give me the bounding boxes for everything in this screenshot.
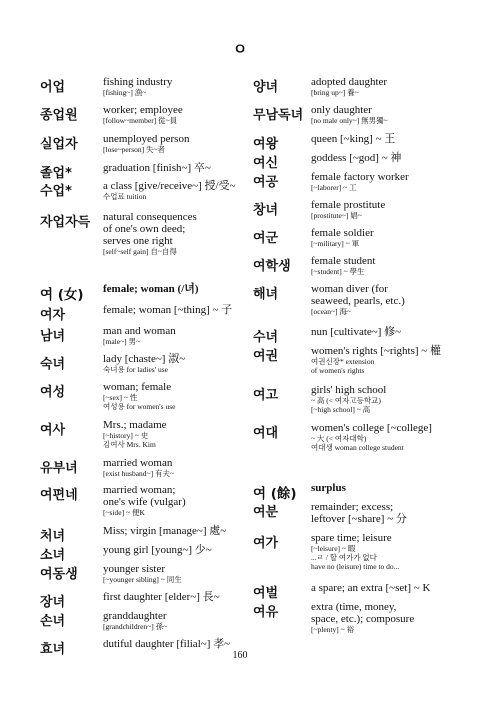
entry-gloss: married woman; one's wife (vulgar) — [103, 484, 186, 508]
entry-headword: 유부녀 — [40, 461, 78, 476]
entry-definition — [311, 601, 461, 634]
entry-headword: 여공 — [253, 175, 279, 190]
entry-definition — [103, 133, 243, 154]
entry-gloss: dutiful daughter [filial~] 孝~ — [103, 638, 231, 650]
entry-definition — [103, 180, 243, 201]
entry-gloss: goddess [~god] ~ 神 — [311, 152, 402, 164]
entry-note: [bring up~] 養~ — [311, 88, 359, 97]
entry-definition — [103, 211, 243, 256]
entry-headword: 여편네 — [40, 488, 78, 503]
entry-definition — [311, 345, 461, 375]
entry-definition — [311, 384, 461, 414]
entry-gloss: lady [chaste~] 淑~ — [103, 353, 186, 365]
page-number: 160 — [232, 650, 248, 661]
entry-gloss: woman diver (for seaweed, pearls, etc.) — [311, 283, 405, 307]
entry-definition — [103, 638, 243, 650]
entry-headword: 여사 — [40, 423, 66, 438]
entry-definition — [103, 457, 243, 478]
entry-definition — [311, 326, 461, 338]
entry-definition — [311, 227, 461, 248]
entry-gloss: young girl [young~] 少~ — [103, 544, 212, 556]
entry-note: [follow~member] 從~員 — [103, 116, 178, 125]
entry-gloss: Mrs.; madame — [103, 419, 167, 431]
entry-headword: 실업자 — [40, 137, 78, 152]
entry-gloss: female prostitute — [311, 199, 386, 211]
entry-gloss: female factory worker — [311, 171, 409, 183]
entry-definition — [103, 525, 243, 537]
entry-gloss: a spare; an extra [~set] ~ K — [311, 582, 431, 594]
entry-definition — [103, 419, 243, 449]
entry-gloss: adopted daughter — [311, 76, 388, 88]
entry-definition — [311, 76, 461, 97]
entry-note: [~side] ~ 便K — [103, 508, 145, 517]
entry-gloss: spare time; leisure — [311, 532, 392, 544]
entry-headword: 효녀 — [40, 642, 66, 657]
entry-headword: 여분 — [253, 505, 279, 520]
entry-note: [prostitute~] 娼~ — [311, 211, 362, 220]
entry-note: [~military] ~ 軍 — [311, 239, 360, 248]
entry-headword: 여학생 — [253, 259, 291, 274]
entry-note: 숙녀용 for ladies' use — [103, 365, 168, 374]
entry-gloss: first daughter [elder~] 長~ — [103, 591, 220, 603]
entry-gloss: extra (time, money, space, etc.); composure — [311, 601, 415, 625]
entry-definition — [311, 532, 461, 571]
entry-definition — [103, 353, 243, 374]
entry-headword: 손녀 — [40, 614, 66, 629]
entry-note: ~ 高 (< 여자고등학교) [~high school] ~ 高 — [311, 396, 381, 414]
entry-gloss: woman; female — [103, 381, 172, 393]
entry-headword: 여대 — [253, 426, 279, 441]
entry-note: [~history] ~ 史 김여사 Mrs. Kim — [103, 431, 156, 449]
entry-definition — [103, 381, 243, 411]
entry-headword: 남녀 — [40, 329, 66, 344]
entry-gloss: graduation [finish~] 卒~ — [103, 162, 211, 174]
entry-headword: 여 (餘) — [253, 486, 297, 502]
entry-note: [lose~person] 失~者 — [103, 145, 166, 154]
entry-note: [~plenty] ~ 裕 — [311, 625, 355, 634]
entry-gloss: nun [cultivate~] 修~ — [311, 326, 402, 338]
entry-headword: 처녀 — [40, 529, 66, 544]
entry-gloss: unemployed person — [103, 133, 190, 145]
entry-headword: 자업자득 — [40, 215, 91, 230]
entry-definition — [103, 104, 243, 125]
entry-headword: 종업원 — [40, 108, 78, 123]
entry-headword: 해녀 — [253, 287, 279, 302]
entry-note: [~student] ~ 學生 — [311, 267, 365, 276]
entry-definition — [103, 283, 243, 295]
entry-headword: 어업 — [40, 80, 66, 95]
entry-headword: 졸업* — [40, 166, 72, 181]
entry-gloss: surplus — [311, 482, 346, 494]
entry-note: 여권신장* extension of women's rights — [311, 357, 375, 375]
entry-headword: 여동생 — [40, 567, 78, 582]
entry-gloss: women's rights [~rights] ~ 權 — [311, 345, 441, 357]
entry-definition — [103, 162, 243, 174]
entry-note: [self~self gain] 自~自得 — [103, 247, 177, 256]
entry-headword: 수녀 — [253, 330, 279, 345]
entry-headword: 창녀 — [253, 203, 279, 218]
entry-definition — [311, 422, 461, 452]
entry-definition — [103, 304, 243, 316]
entry-definition — [311, 171, 461, 192]
entry-note: [fishing~] 漁~ — [103, 88, 147, 97]
entry-headword: 여벌 — [253, 586, 279, 601]
entry-headword: 여 (女) — [40, 287, 84, 303]
entry-headword: 여군 — [253, 231, 279, 246]
entry-headword: 소녀 — [40, 548, 66, 563]
entry-gloss: younger sister — [103, 563, 166, 575]
entry-definition — [311, 152, 461, 164]
entry-gloss: granddaughter — [103, 610, 167, 622]
entry-headword: 여왕 — [253, 137, 279, 152]
entry-definition — [103, 563, 243, 584]
entry-headword: 여유 — [253, 605, 279, 620]
entry-definition — [103, 610, 243, 631]
entry-gloss: Miss; virgin [manage~] 處~ — [103, 525, 227, 537]
entry-note: [~leisure] ~ 暇 ...ㄹ / 할 여가가 없다 have no (leisure) time to do... — [311, 544, 400, 571]
entry-gloss: female soldier — [311, 227, 374, 239]
entry-headword: 여가 — [253, 536, 279, 551]
entry-gloss: natural consequences of one's own deed; serves one right — [103, 211, 197, 247]
entry-definition — [311, 255, 461, 276]
entry-note: [~younger sibling] ~ 同生 — [103, 575, 182, 584]
entry-definition — [311, 133, 461, 145]
entry-note: [male~] 男~ — [103, 337, 141, 346]
entry-note: [grandchildren~] 孫~ — [103, 622, 168, 631]
entry-headword: 무남독녀 — [253, 108, 304, 123]
entry-definition — [103, 544, 243, 556]
entry-gloss: girls' high school — [311, 384, 387, 396]
entry-definition — [311, 501, 461, 525]
entry-gloss: a class [give/receive~] 授/受~ — [103, 180, 236, 192]
entry-headword: 여고 — [253, 388, 279, 403]
entry-definition — [311, 582, 461, 594]
entry-gloss: worker; employee — [103, 104, 183, 116]
entry-note: ~ 大 (< 여자대학) 여대생 woman college student — [311, 434, 404, 452]
entry-headword: 여신 — [253, 156, 279, 171]
entry-gloss: married woman — [103, 457, 173, 469]
entry-gloss: queen [~king] ~ 王 — [311, 133, 396, 145]
entry-definition — [311, 283, 461, 316]
entry-gloss: only daughter — [311, 104, 372, 116]
entry-headword: 여성 — [40, 385, 66, 400]
entry-headword: 장녀 — [40, 595, 66, 610]
entry-headword: 양녀 — [253, 80, 279, 95]
entry-gloss: female; woman [~thing] ~ 子 — [103, 304, 233, 316]
entry-headword: 수업* — [40, 184, 72, 199]
page-header-letter: ㅇ — [232, 42, 248, 58]
entry-definition — [311, 482, 461, 494]
entry-note: [no male only~] 無男獨~ — [311, 116, 388, 125]
entry-gloss: fishing industry — [103, 76, 173, 88]
entry-gloss: women's college [~college] — [311, 422, 432, 434]
entry-note: [exist husband~] 有夫~ — [103, 469, 175, 478]
entry-note: 수업료 tuition — [103, 192, 147, 201]
entry-gloss: man and woman — [103, 325, 176, 337]
entry-headword: 여권 — [253, 349, 279, 364]
entry-headword: 숙녀 — [40, 357, 66, 372]
entry-definition — [103, 325, 243, 346]
entry-gloss: female; woman (/녀) — [103, 283, 199, 295]
entry-gloss: remainder; excess; leftover [~share] ~ 分 — [311, 501, 407, 525]
entry-note: [ocean~] 海~ — [311, 307, 351, 316]
entry-definition — [311, 104, 461, 125]
entry-definition — [311, 199, 461, 220]
entry-note: [~laborer] ~ 工 — [311, 183, 357, 192]
entry-gloss: female student — [311, 255, 376, 267]
entry-definition — [103, 591, 243, 603]
entry-headword: 여자 — [40, 308, 66, 323]
entry-definition — [103, 76, 243, 97]
entry-definition — [103, 484, 243, 517]
entry-note: [~sex] ~ 性 여성용 for women's use — [103, 393, 176, 411]
